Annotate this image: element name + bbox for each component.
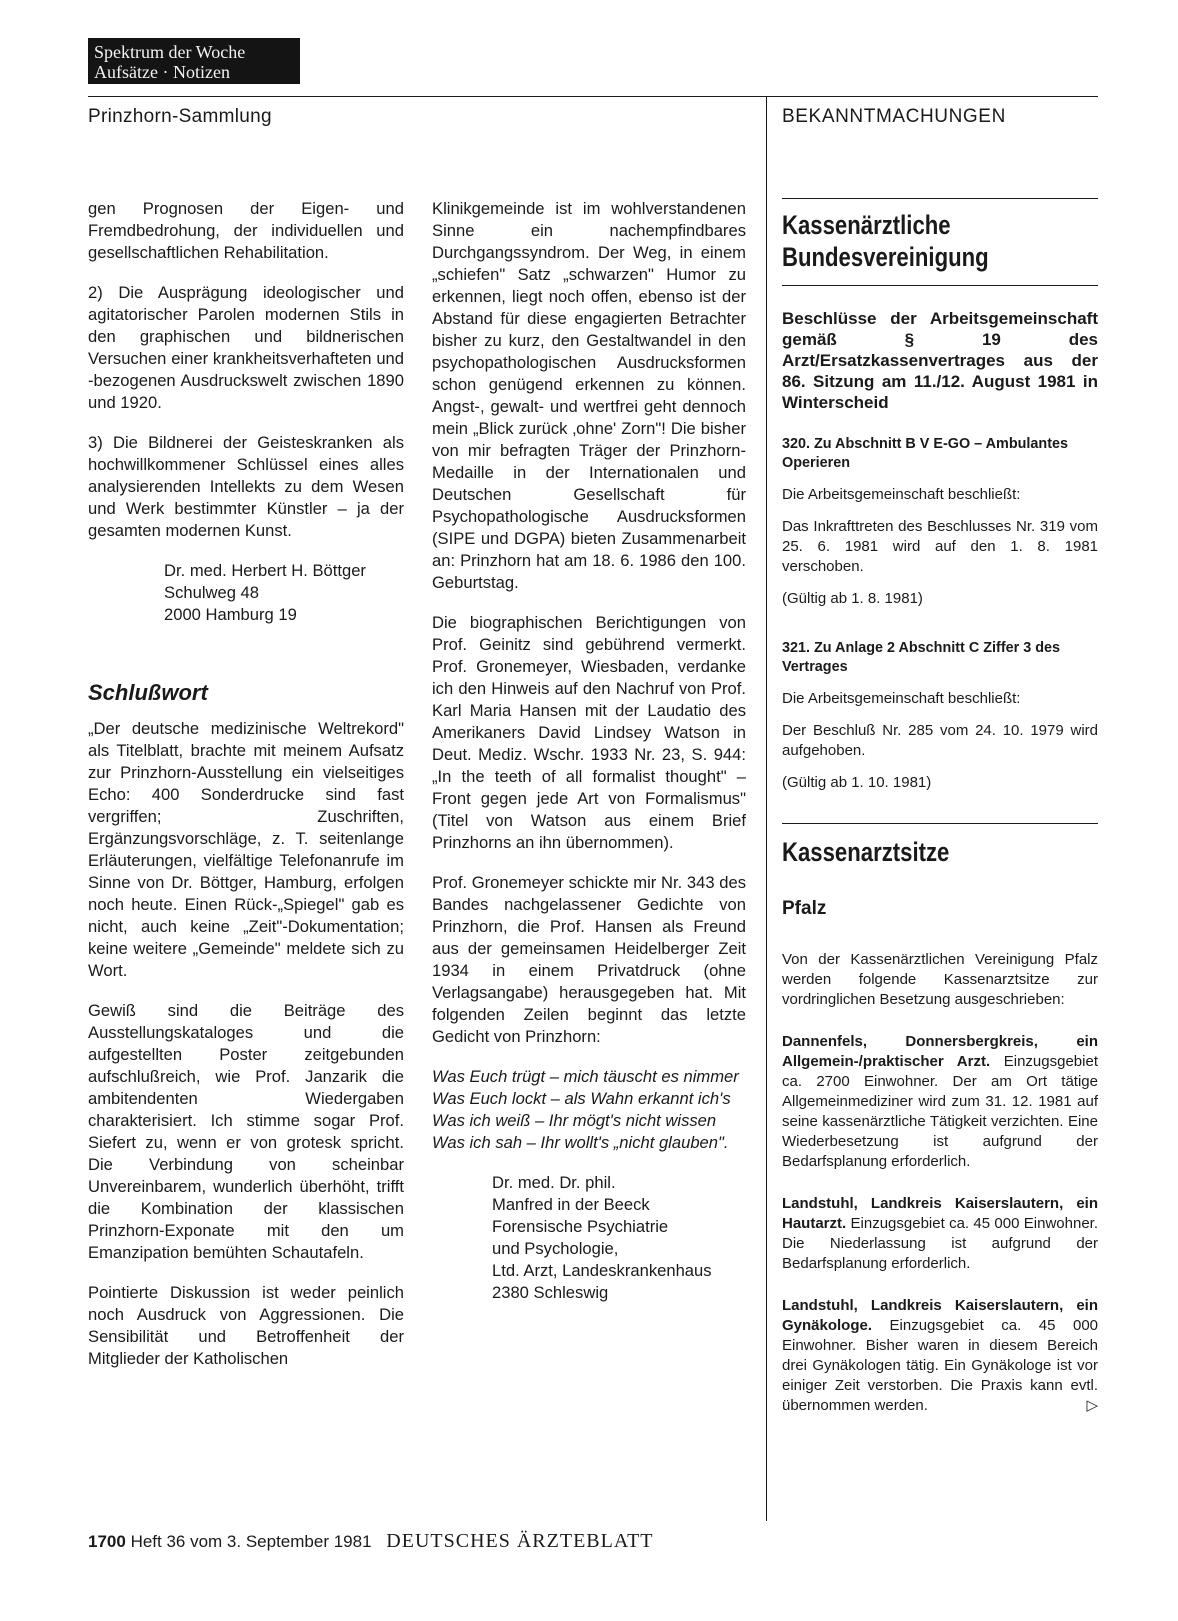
paragraph: Klinikgemeinde ist im wohlverstandenen Sinne ein nachempfindbares Durchgangssyndrom. Der Weg, in einem „schiefen" Satz „schwarzen" Humor zu erkennen, liegt noch offen, ebenso ist der Abstand für diese engagierten Betrachter bisher zu kurz, den Gestaltwandel in den psychopathologischen Ausdrucksformen schon genügend erkennen zu können. Angst-, gewalt- und wertfrei geht dennoch mein „Blick zurück ‚ohne' Zorn"! Die bisher von mir befragten Träger der Prinzhorn-Medaille in der Internationalen und Deutschen Gesellschaft für Psychopathologische Ausdrucksformen (SIPE und DGPA) bieten Zusammenarbeit an: Prinzhorn hat am 18. 6. 1986 den 100. Geburtstag. — [432, 199, 746, 592]
paragraph: Prof. Gronemeyer schickte mir Nr. 343 des Bandes nachgelassener Gedichte von Prinzhorn, die Prof. Hansen als Freund aus der gemeinsamen Heidelberger Zeit 1934 in einem Privatdruck (ohne Verlagsangabe) herausgegeben hat. Mit folgenden Zeilen beginnt das letzte Gedicht von Prinzhorn: — [432, 873, 746, 1046]
announcement-title — [782, 209, 1041, 273]
page-footer — [88, 1530, 654, 1553]
signature-line: Dr. med. Dr. phil. — [492, 1173, 616, 1192]
rule — [782, 823, 1098, 824]
issue-info: Heft 36 vom 3. September 1981 — [130, 1532, 372, 1551]
signature-line: Schulweg 48 — [164, 583, 260, 602]
paragraph: Gewiß sind die Beiträge des Ausstellungskataloges und die aufgestellten Poster zeitgebunden aufschlußreich, wie Prof. Janzarik die ambitendenten Wiedergaben charakterisiert. Ich stimme sogar Prof. Siefert zu, wenn er von grotesk spricht. Die Verbindung von scheinbar Unvereinbarem, wunderlich überhöht, trifft die Kombination der klassischen Prinzhorn-Exponate mit den um Emanzipation bemühten Schautafeln. — [88, 1001, 404, 1262]
region-heading: Pfalz — [782, 898, 827, 919]
magazine-name: DEUTSCHES ÄRZTEBLATT — [386, 1530, 654, 1552]
listing-location: Landstuhl, Landkreis Kaiserslautern, ein Hautarzt. — [782, 1195, 1098, 1232]
announcement-lead: Beschlüsse der Arbeitsgemeinschaft gemäß § 19 des Arzt/Ersatzkassenvertrages aus der 86. Sitzung am 11./12. August 1981 in Winterscheid — [782, 309, 1098, 412]
badge-line-1: Spektrum der Woche — [94, 42, 246, 62]
listing-details: Einzugsgebiet ca. 45 000 Einwohner. Die Niederlassung ist aufgrund der Bedarfsplanung erforderlich. — [782, 1215, 1098, 1272]
listing-details: Einzugsgebiet ca. 45 000 Einwohner. Bisher waren in diesem Bereich drei Gynäkologen tätig. Ein Gynäkologe ist vor einiger Zeit verstorben. Die Praxis kann evtl. übernommen werden. — [782, 1317, 1098, 1414]
listing-details: Einzugsgebiet ca. 2700 Einwohner. Der am Ort tätige Allgemeinmediziner wird zum 31. 12. 1981 auf seine kassenärztliche Tätigkeit verzichten. Eine Wiederbesetzung ist aufgrund der Bedarfsplanung erforderlich. — [782, 1053, 1098, 1170]
article-column-2 — [432, 198, 746, 1304]
paragraph: gen Prognosen der Eigen- und Fremdbedrohung, der individuellen und gesellschaftlichen Rehabilitation. — [88, 199, 404, 262]
paragraph: Die biographischen Berichtigungen von Prof. Geinitz sind gebührend vermerkt. Prof. Gronemeyer, Wiesbaden, verdanke ich den Hinweis auf den Nachruf von Prof. Karl Maria Hansen mit der Laudatio des Amerikaners David Lindsey Watson in Deut. Mediz. Wschr. 1933 Nr. 23, S. 944: „In the teeth of all formalist thought" – Front gegen jede Art von Formalismus" (Titel von Watson aus einem Brief Prinzhorns an ihn übernommen). — [432, 613, 746, 852]
page-number: 1700 — [88, 1532, 126, 1551]
resolution-heading: 320. Zu Abschnitt B V E-GO – Ambulantes Operieren — [782, 436, 1068, 471]
resolution-heading: 321. Zu Anlage 2 Abschnitt C Ziffer 3 des Vertrages — [782, 640, 1061, 675]
rule — [782, 198, 1098, 199]
paragraph: Die Arbeitsgemeinschaft beschließt: — [782, 486, 1021, 503]
paragraph: „Der deutsche medizinische Weltrekord" als Titelblatt, brachte mit meinem Aufsatz zur Prinzhorn-Ausstellung ein vielseitiges Echo: 400 Sonderdrucke sind fast vergriffen; Zuschriften, Ergänzungsvorschläge, z. T. seitenlange Erläuterungen, vielfältige Telefonanrufe im Sinne von Dr. Böttger, Hamburg, erfolgen noch heute. Einen Rück-„Spiegel" gab es nicht, auch keine „Zeit"-Dokumentation; keine weitere „Gemeinde" meldete sich zu Wort. — [88, 719, 404, 980]
signature-line: Ltd. Arzt, Landeskrankenhaus — [492, 1261, 712, 1280]
validity-note: (Gültig ab 1. 10. 1981) — [782, 774, 932, 791]
listing-entry — [782, 1296, 1098, 1416]
top-rule — [88, 96, 1098, 97]
paragraph: Die Arbeitsgemeinschaft beschließt: — [782, 690, 1021, 707]
paragraph: Das Inkrafttreten des Beschlusses Nr. 319 vom 25. 6. 1981 wird auf den 1. 8. 1981 verschoben. — [782, 518, 1098, 575]
listing-entry — [782, 1032, 1098, 1172]
poem — [432, 1066, 746, 1154]
announcements-column — [782, 198, 1098, 1428]
article-column-1 — [88, 198, 404, 1388]
listing-entry — [782, 1194, 1098, 1274]
listing-location: Landstuhl, Landkreis Kaiserslautern, ein Gynäkologe. — [782, 1297, 1098, 1334]
continue-arrow-icon: ▷ — [1086, 1397, 1098, 1414]
section-badge — [88, 38, 300, 84]
author-signature — [164, 560, 404, 626]
announcement-title: Kassenarztsitze — [782, 837, 950, 867]
signature-line: 2380 Schleswig — [492, 1283, 609, 1302]
poem-line: Was ich sah – Ihr wollt's „nicht glauben". — [432, 1133, 729, 1152]
column-divider — [766, 97, 767, 1521]
paragraph: Von der Kassenärztlichen Vereinigung Pfalz werden folgende Kassenarztsitze zur vordringlichen Besetzung ausgeschrieben: — [782, 951, 1098, 1008]
signature-line: Forensische Psychiatrie — [492, 1217, 669, 1236]
signature-line: 2000 Hamburg 19 — [164, 605, 297, 624]
badge-line-2: Aufsätze · Notizen — [94, 62, 230, 82]
paragraph: Der Beschluß Nr. 285 vom 24. 10. 1979 wird aufgehoben. — [782, 722, 1098, 759]
paragraph: 2) Die Ausprägung ideologischer und agitatorischer Parolen modernen Stils in den graphischen und bildnerischen Versuchen einer krankheitsverhafteten und -bezogenen Ausdruckswelt zwischen 1890 und 1920. — [88, 283, 404, 412]
poem-line: Was Euch trügt – mich täuscht es nimmer — [432, 1067, 739, 1086]
poem-line: Was ich weiß – Ihr mögt's nicht wissen — [432, 1111, 717, 1130]
subheading: Schlußwort — [88, 680, 208, 705]
signature-line: Dr. med. Herbert H. Böttger — [164, 561, 366, 580]
validity-note: (Gültig ab 1. 8. 1981) — [782, 590, 923, 607]
signature-line: Manfred in der Beeck — [492, 1195, 650, 1214]
rule — [782, 285, 1098, 286]
section-title-left: Prinzhorn-Sammlung — [88, 106, 272, 127]
title-line: Bundesvereinigung — [782, 242, 989, 272]
title-line: Kassenärztliche — [782, 210, 951, 240]
section-title-right: BEKANNTMACHUNGEN — [782, 106, 1006, 127]
paragraph: Pointierte Diskussion ist weder peinlich noch Ausdruck von Aggressionen. Die Sensibilität und Betroffenheit der Mitglieder der Katholischen — [88, 1283, 404, 1368]
paragraph: 3) Die Bildnerei der Geisteskranken als hochwillkommener Schlüssel eines alles analysierenden Intellekts zu dem Wesen und Werk bestimmter Künstler – ja der gesamten modernen Kunst. — [88, 433, 404, 540]
listing-location: Dannenfels, Donnersbergkreis, ein Allgemein-/praktischer Arzt. — [782, 1033, 1098, 1070]
author-signature — [492, 1172, 746, 1304]
poem-line: Was Euch lockt – als Wahn erkannt ich's — [432, 1089, 731, 1108]
signature-line: und Psychologie, — [492, 1239, 619, 1258]
